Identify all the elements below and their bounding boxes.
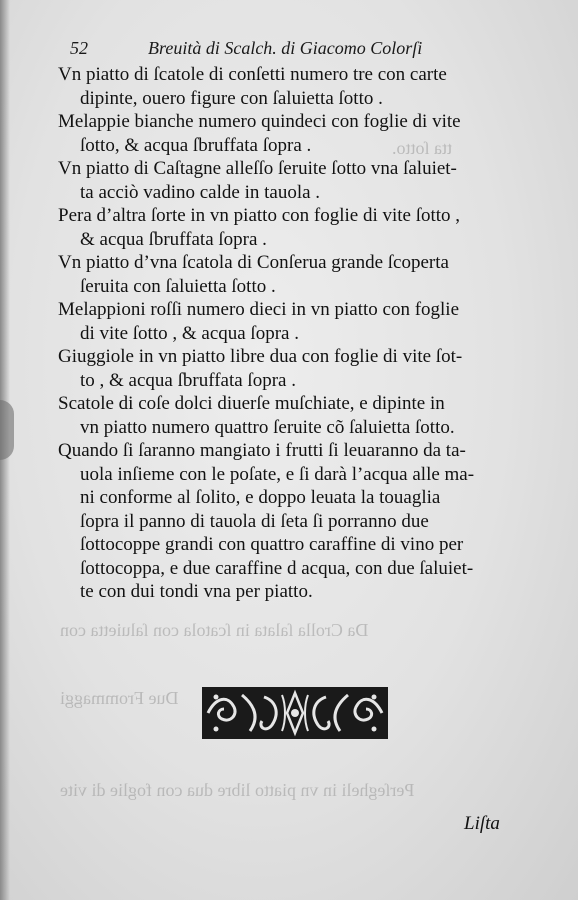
text-entry [58, 345, 553, 392]
text-line: uola inſieme con le poſate, e ſi darà l’acqua alle ma- [80, 463, 475, 485]
text-line: Vn piatto di ſcatole di conſetti numero tre con carte [58, 64, 447, 85]
text-line: ſeruita con ſaluietta ſotto . [80, 275, 276, 297]
text-line: Quando ſi ſaranno mangiato i frutti ſi leuaranno da ta- [58, 440, 466, 461]
text-line: Melappie bianche numero quindeci con foglie di vite [58, 111, 461, 132]
text-entry [58, 157, 553, 204]
text-line: to , & acqua ſbruffata ſopra . [80, 369, 296, 391]
bleed-through-text: Perſegheli in vn piatto libre dua con foglie di vite [60, 780, 415, 800]
text-line: ſottocoppa, e due caraffine d acqua, con due ſaluiet- [80, 557, 474, 579]
text-entry [58, 251, 553, 298]
running-title: Breuità di Scalch. di Giacomo Colorſi [148, 38, 423, 58]
text-line: di vite ſotto , & acqua ſopra . [80, 322, 299, 344]
text-line: ſopra il panno di tauola di ſeta ſi porranno due [80, 510, 429, 532]
text-line: Melappioni roſſi numero dieci in vn piatto con foglie [58, 299, 460, 320]
woodcut-fleuron-ornament-icon [202, 687, 388, 739]
text-line: vn piatto numero quattro ſeruite cõ ſaluietta ſotto. [80, 416, 455, 438]
text-entry [58, 298, 553, 345]
bleed-through-text: Da Crolla ſalata in ſcatola con ſaluietta con [60, 620, 369, 640]
text-entry [58, 392, 553, 439]
binding-shadow [0, 400, 14, 460]
text-entry [58, 439, 553, 604]
page-number: 52 [70, 38, 88, 58]
text-line: Pera d’altra ſorte in vn piatto con foglie di vite ſotto , [58, 205, 461, 226]
bleed-through-text: Due Frommaggi [60, 688, 179, 708]
text-line: Giuggiole in vn piatto libre dua con foglie di vite ſot- [58, 346, 463, 367]
catchword: Liſta [464, 813, 500, 834]
text-line: & acqua ſbruffata ſopra . [80, 228, 267, 250]
text-line: Vn piatto di Caſtagne alleſſo ſeruite ſotto vna ſaluiet- [58, 158, 457, 179]
text-entry [58, 204, 553, 251]
text-line: ta acciò vadino calde in tauola . [80, 181, 321, 203]
text-line: te con dui tondi vna per piatto. [80, 581, 313, 602]
page-header [70, 38, 550, 64]
text-entry [58, 110, 553, 157]
text-line: ſotto, & acqua ſbruffata ſopra . [80, 134, 312, 156]
text-line: Scatole di coſe dolci diuerſe muſchiate, e dipinte in [58, 393, 445, 414]
text-line: ſottocoppe grandi con quattro caraffine di vino per [80, 534, 464, 555]
body-text [58, 63, 553, 604]
text-line: dipinte, ouero figure con ſaluietta ſotto . [80, 87, 383, 109]
text-entry [58, 63, 553, 110]
bleed-through-text: tta ſotto. [392, 138, 452, 158]
text-line: Vn piatto d’vna ſcatola di Conſerua grande ſcoperta [58, 252, 449, 273]
text-line: ni conforme al ſolito, e doppo leuata la touaglia [80, 487, 441, 508]
